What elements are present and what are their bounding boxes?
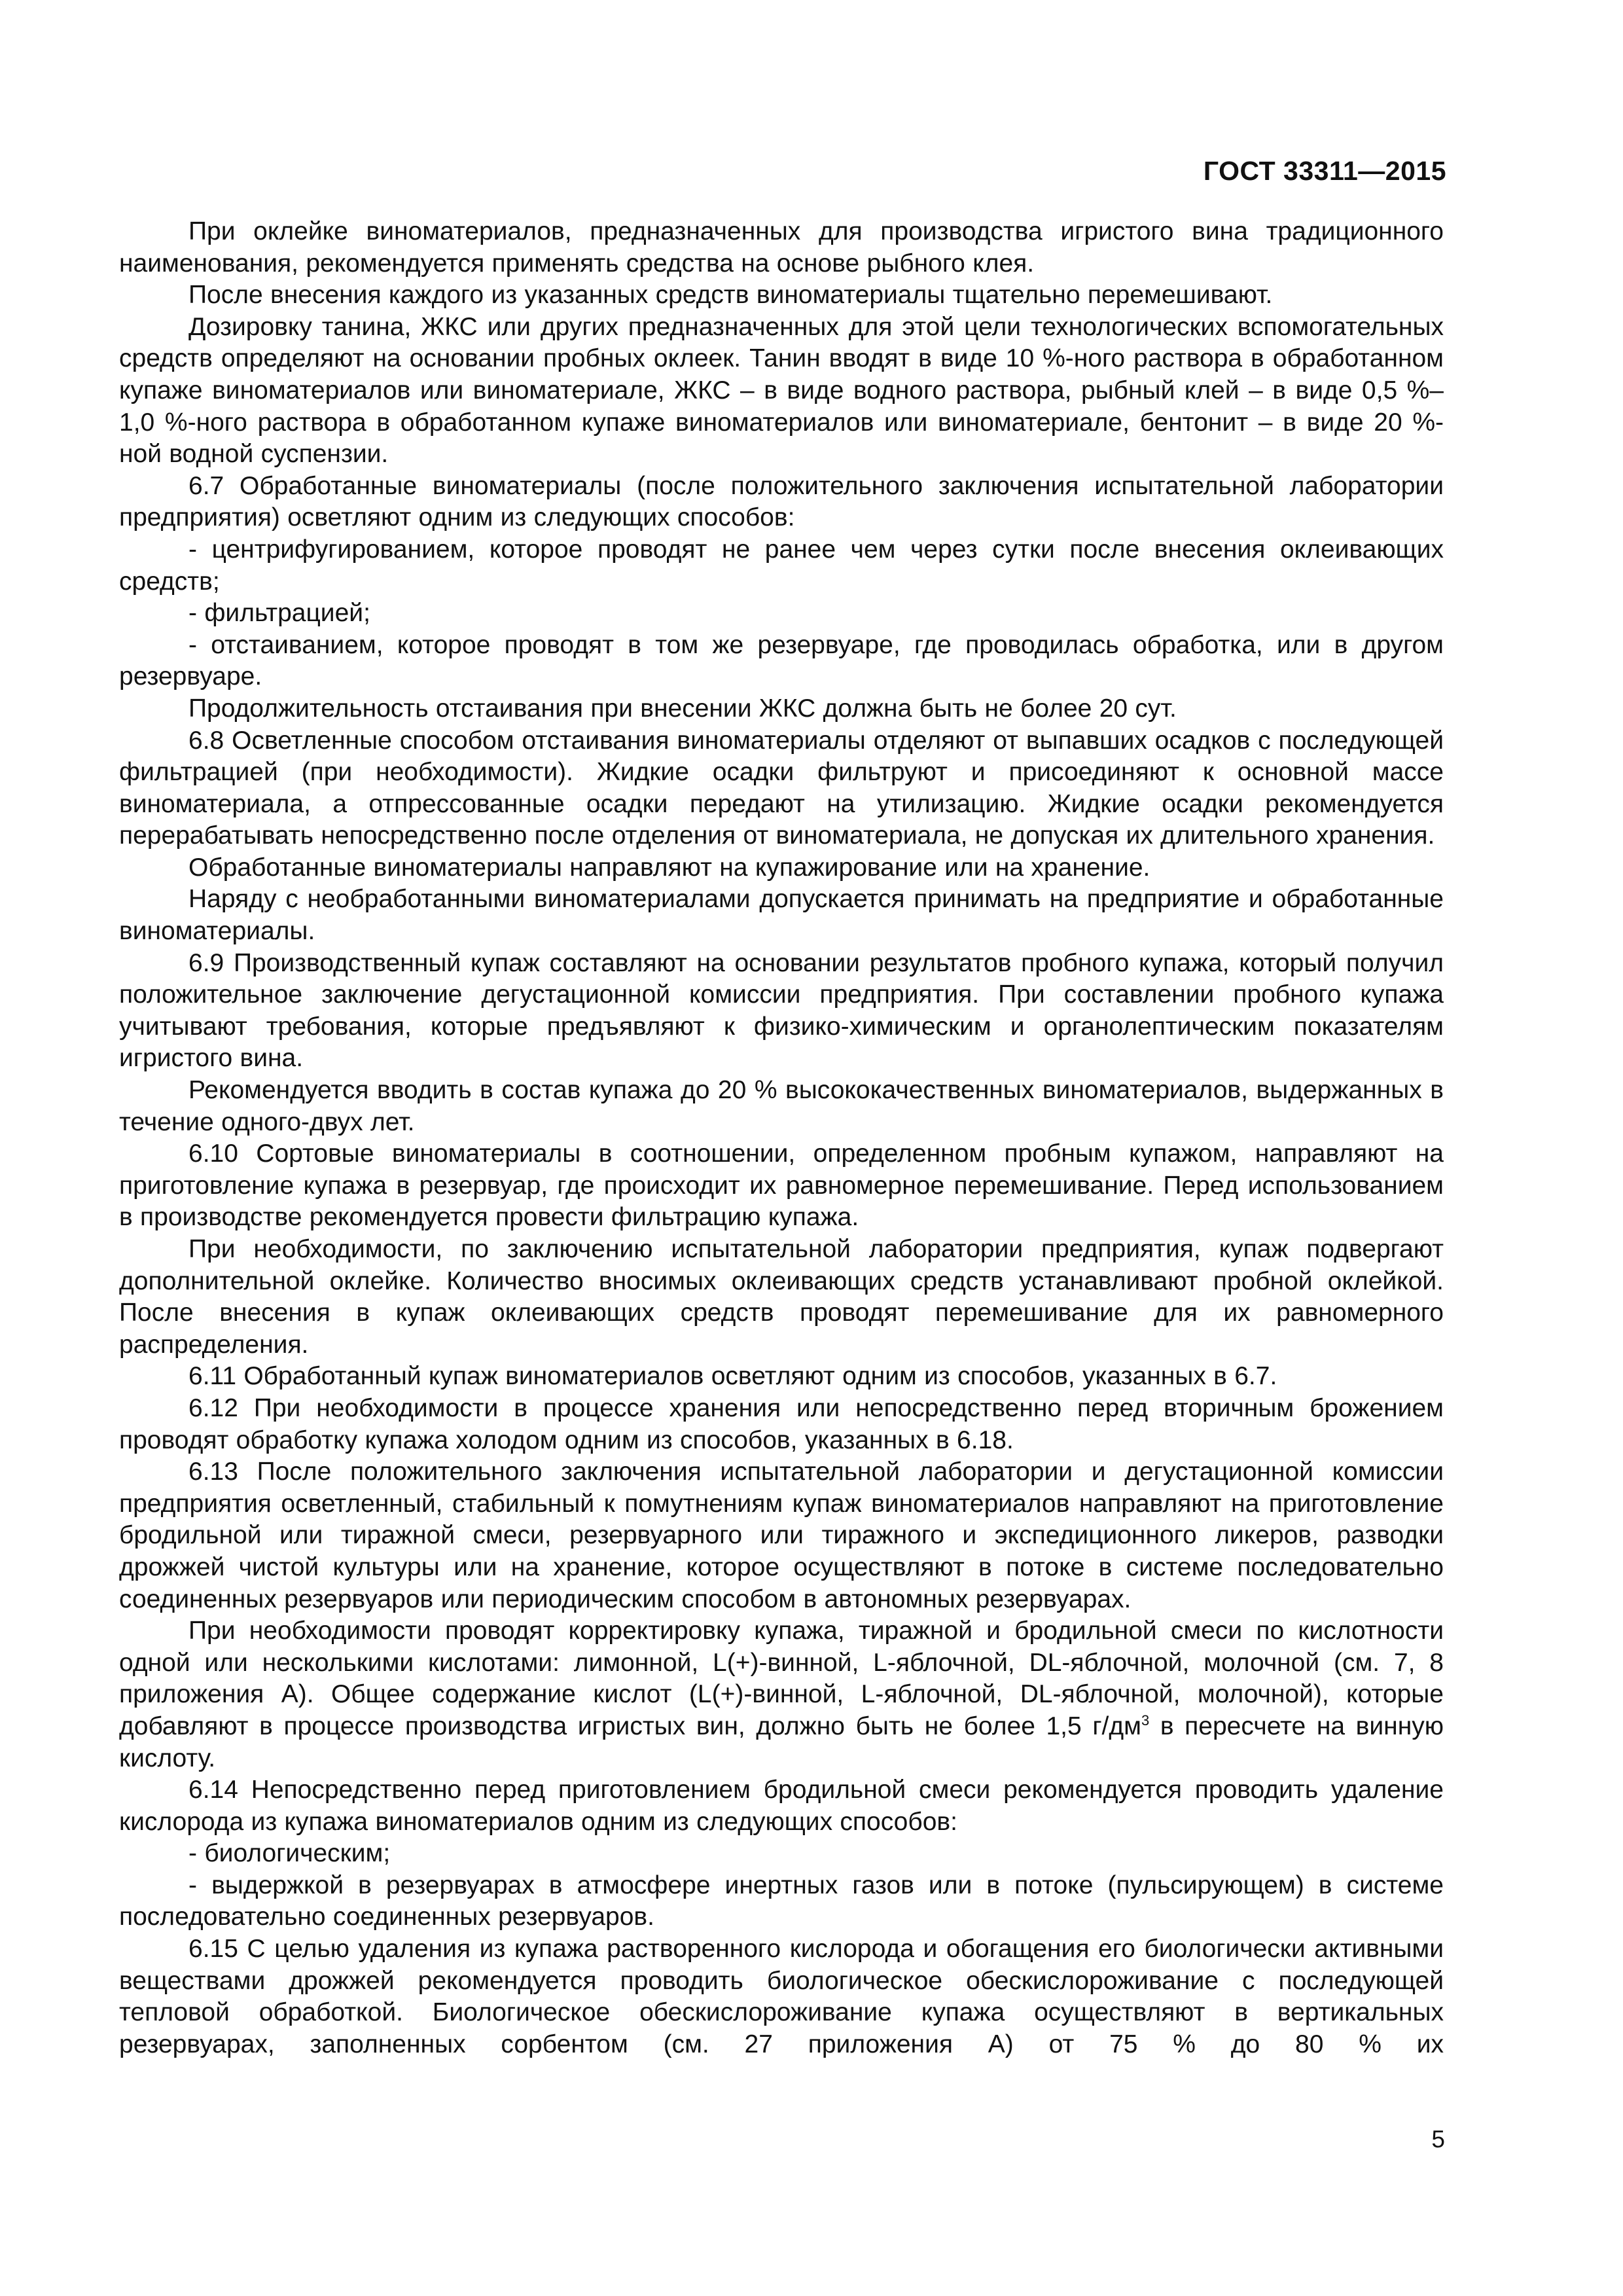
paragraph-6-13: 6.13 После положительного заключения испытательной лаборатории и дегустационной комиссии предприятия осветленный, стабильный к помутнениям купаж виноматериалов направляют на приготовление бродильной или тиражной смеси, резервуарного или тиражного и экспедиционного ликеров, разводки дрожжей чистой культуры или на хранение, которое осуществляют в потоке в системе последовательно соединенных резервуаров или периодическим способом в автономных резервуарах. — [119, 1458, 1444, 1613]
paragraph-6-8: 6.8 Осветленные способом отстаивания виноматериалы отделяют от выпавших осадков с последующей фильтрацией (при необходимости). Жидкие осадки фильтруют и присоединяют к основной массе виноматериала, а отпрессованные осадки передают на утилизацию. Жидкие осадки рекомендуется перерабатывать непосредственно после отделения от виноматериала, не допуская их длительного хранения. — [119, 726, 1444, 850]
paragraph-6-9: 6.9 Производственный купаж составляют на основании результатов пробного купажа, который получил положительное заключение дегустационной комиссии предприятия. При составлении пробного купажа учитывают требования, которые предъявляют к физико-химическим и органолептическим показателям игристого вина. — [119, 948, 1444, 1073]
paragraph-settling-duration: Продолжительность отстаивания при внесении ЖКС должна быть не более 20 сут. — [188, 694, 1177, 723]
paragraph-6-11: 6.11 Обработанный купаж виноматериалов осветляют одним из способов, указанных в 6.7. — [188, 1362, 1277, 1391]
paragraph-additional-fining: При необходимости, по заключению испытательной лаборатории предприятия, купаж подвергают дополнительной оклейке. Количество вносимых оклеивающих средств устанавливают пробной оклейкой. После внесения в купаж оклеивающих средств проводят перемешивание для их равномерного распределения. — [119, 1235, 1444, 1359]
paragraph-6-7: 6.7 Обработанные виноматериалы (после положительного заключения испытательной лаборатории предприятия) осветляют одним из следующих способов: — [119, 471, 1444, 532]
list-item-inert-gas: - выдержкой в резервуарах в атмосфере инертных газов или в потоке (пульсирующем) в системе последовательно соединенных резервуаров. — [119, 1871, 1444, 1931]
acidity-text: При необходимости проводят корректировку купажа, тиражной и бродильной смеси по кислотности одной или несколькими кислотами: лимонной, L(+)-винной, L-яблочной, DL-яблочной, молочной (см. 7, 8 приложения А). Общее содержание кислот (L(+)-винной, L-яблочной, DL-яблочной, молочной), которые добавляют в процессе производства игристых вин, должно быть не более 1,5 г/дм — [119, 1617, 1444, 1740]
paragraph-dosage: Дозировку танина, ЖКС или других предназначенных для этой цели технологических вспомогательных средств определяют на основании пробных оклеек. Танин вводят в виде 10 %-ного раствора в обработанном купаже виноматериалов или виноматериале, ЖКС – в виде водного раствора, рыбный клей – в виде 0,5 %–1,0 %-ного раствора в обработанном купаже виноматериалов или виноматериале, бентонит – в виде 20 %-ной водной суспензии. — [119, 312, 1444, 469]
paragraph-6-10: 6.10 Сортовые виноматериалы в соотношении, определенном пробным купажом, направляют на приготовление купажа в резервуар, где происходит их равномерное перемешивание. Перед использованием в производстве рекомендуется провести фильтрацию купажа. — [119, 1139, 1444, 1232]
unit-superscript: 3 — [1141, 1712, 1150, 1729]
list-item-filtration: - фильтрацией; — [188, 599, 370, 628]
paragraph-untreated-acceptance: Наряду с необработанными виноматериалами допускается принимать на предприятие и обработанные виноматериалы. — [119, 885, 1444, 946]
paragraph-aged-materials: Рекомендуется вводить в состав купажа до 20 % высококачественных виноматериалов, выдержанных в течение одного-двух лет. — [119, 1076, 1444, 1136]
paragraph-treated-routing: Обработанные виноматериалы направляют на купажирование или на хранение. — [188, 853, 1150, 882]
list-item-centrifuge: - центрифугированием, которое проводят не ранее чем через сутки после внесения оклеивающих средств; — [119, 535, 1444, 596]
paragraph-mixing: После внесения каждого из указанных средств виноматериалы тщательно перемешивают. — [188, 281, 1273, 310]
paragraph-acidity-correction — [119, 1615, 1444, 1774]
document-body — [119, 216, 1444, 2060]
document-code-header: ГОСТ 33311—2015 — [1203, 156, 1446, 186]
page-number: 5 — [1431, 2126, 1445, 2153]
list-item-settling: - отстаиванием, которое проводят в том же резервуаре, где проводилась обработка, или в другом резервуаре. — [119, 630, 1444, 691]
paragraph-fish-glue: При оклейке виноматериалов, предназначенных для производства игристого вина традиционного наименования, рекомендуется применять средства на основе рыбного клея. — [119, 217, 1444, 278]
paragraph-6-15: 6.15 С целью удаления из купажа растворенного кислорода и обогащения его биологически активными веществами дрожжей рекомендуется проводить биологическое обескислороживание с последующей тепловой обработкой. Биологическое обескислороживание купажа осуществляют в вертикальных резервуарах, заполненных сорбентом (см. 27 приложения А) от 75 % до 80 % их — [119, 1935, 1444, 2058]
acidity-text-tail: в пересчете на винную кислоту. — [119, 1712, 1444, 1772]
paragraph-6-12: 6.12 При необходимости в процессе хранения или непосредственно перед вторичным брожением проводят обработку купажа холодом одним из способов, указанных в 6.18. — [119, 1393, 1444, 1454]
list-item-biological: - биологическим; — [188, 1839, 391, 1868]
paragraph-6-14: 6.14 Непосредственно перед приготовлением бродильной смеси рекомендуется проводить удаление кислорода из купажа виноматериалов одним из следующих способов: — [119, 1776, 1444, 1836]
